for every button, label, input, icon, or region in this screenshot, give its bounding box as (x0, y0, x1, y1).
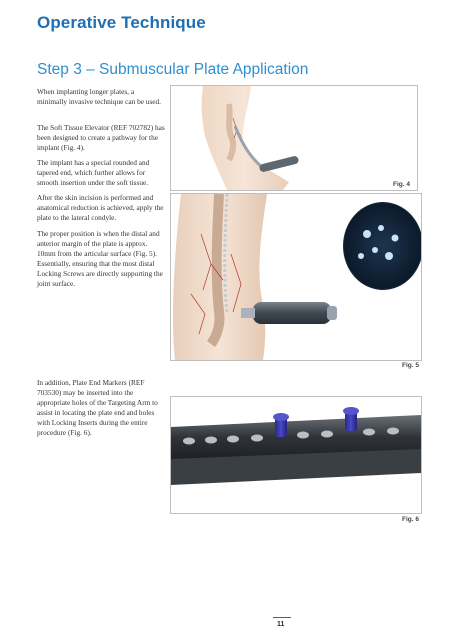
paragraph-rounded-end: The implant has a special rounded and tapered end, which further allows for smooth insertion under the soft tissue. (37, 158, 150, 187)
page-title: Operative Technique (37, 13, 206, 32)
figure-4-image (170, 85, 418, 191)
paragraph-minimally-invasive: When implanting longer plates, a minimally invasive technique can be used. (37, 87, 162, 106)
paragraph-plate-end-markers: In addition, Plate End Markers (REF 703530) may be inserted into the appropriate holes of the Targeting Arm to assist in locating the plate end and holes with Locking Inserts during the entire procedure (Fig. 6). (37, 378, 158, 437)
page-number: 11 (277, 621, 285, 628)
figure-5-label: Fig. 5 (402, 362, 419, 369)
figure-6-image (170, 396, 422, 514)
figure-5-image (170, 193, 422, 361)
step-title: Step 3 – Submuscular Plate Application (37, 61, 309, 78)
page-number-rule (273, 617, 291, 618)
paragraph-skin-incision: After the skin incision is performed and anatomical reduction is achieved, apply the plate to the lateral condyle. (37, 193, 164, 222)
figure-4-label: Fig. 4 (393, 181, 410, 188)
paragraph-soft-tissue-elevator: The Soft Tissue Elevator (REF 702782) has been designed to create a pathway for the implant (Fig. 4). (37, 123, 165, 152)
paragraph-proper-position: The proper position is when the distal and anterior margin of the plate is approx. 10mm from the articular surface (Fig. 5). Essentially, ensuring that the most distal Locking Screws are directly supporting the joint surface. (37, 229, 163, 288)
figure-6-label: Fig. 6 (402, 516, 419, 523)
